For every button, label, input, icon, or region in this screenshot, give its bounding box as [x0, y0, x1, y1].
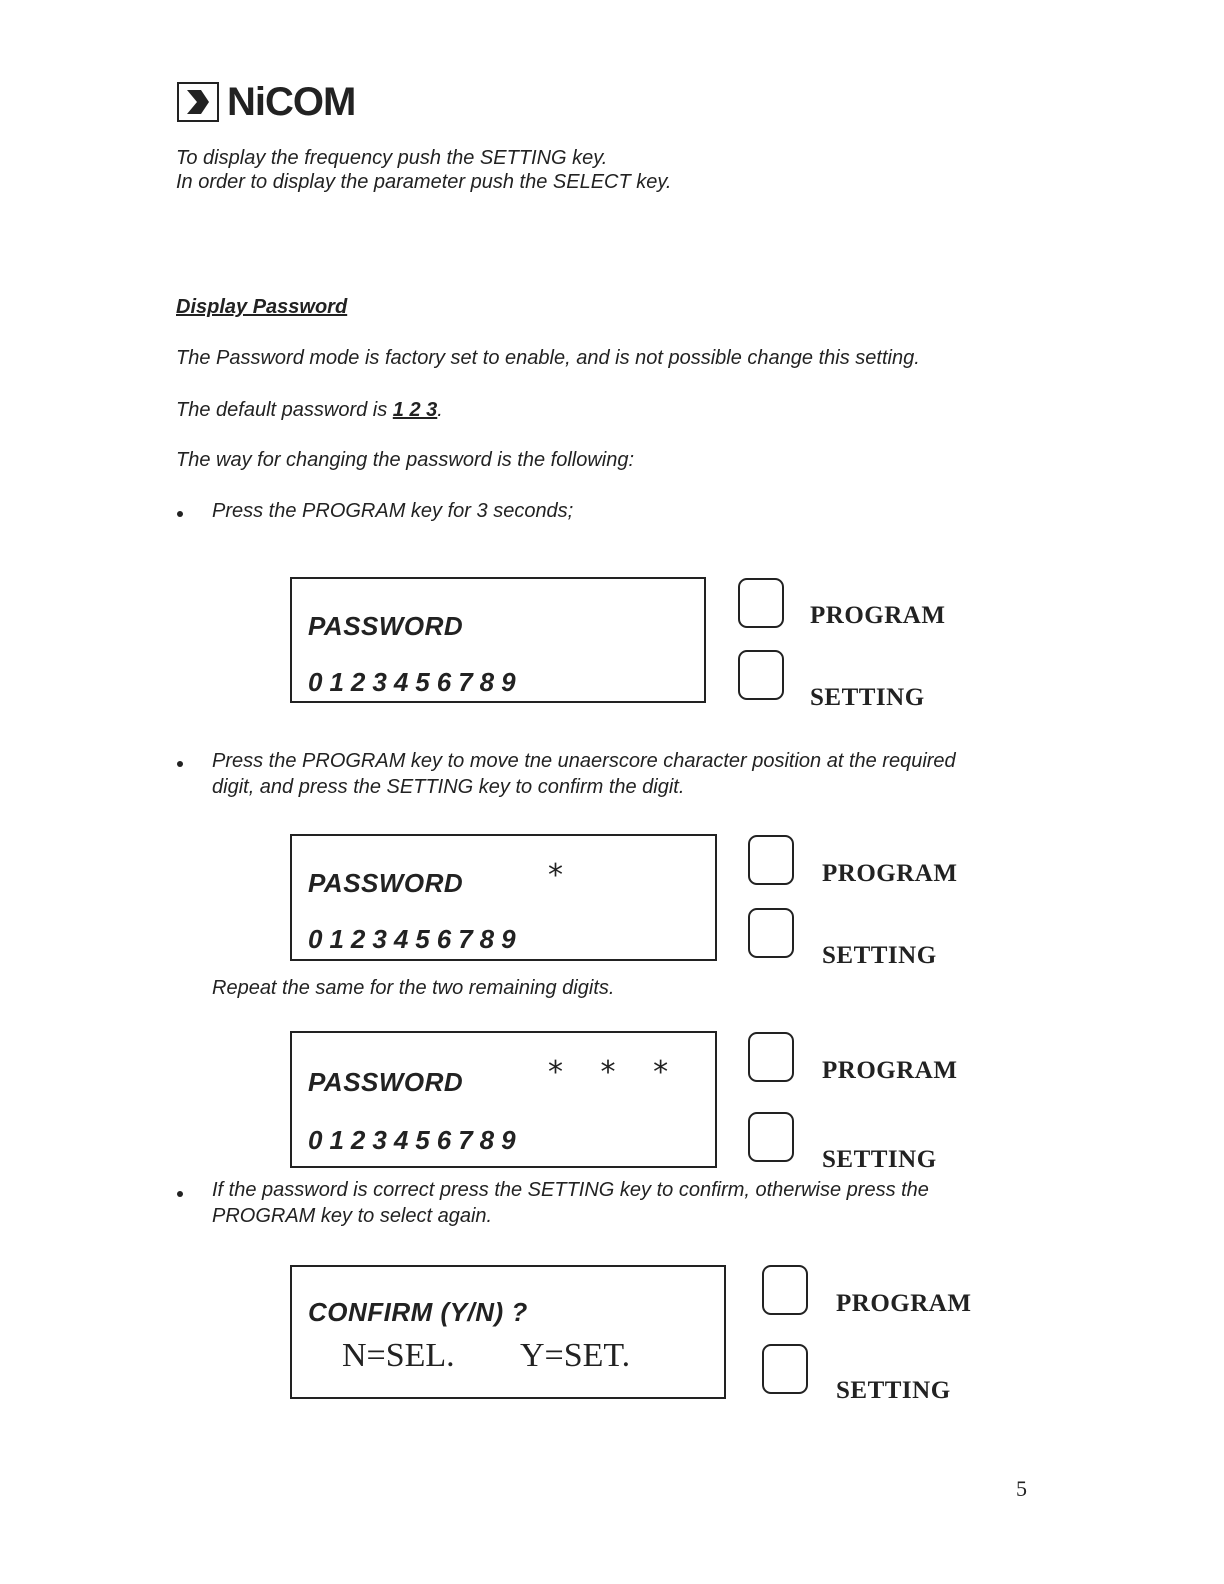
setting-key-label-2: SETTING: [822, 942, 937, 969]
intro-line-2: In order to display the parameter push the SELECT key.: [176, 171, 672, 193]
setting-key-3[interactable]: [748, 1112, 794, 1162]
lcd-display-1: [290, 577, 706, 703]
setting-key-label-1: SETTING: [810, 684, 925, 711]
program-key-label-3: PROGRAM: [822, 1057, 958, 1084]
default-password-text: [176, 398, 443, 422]
lcd-display-4: [290, 1265, 726, 1399]
lcd-label: PASSWORD: [308, 611, 464, 641]
program-key-label-4: PROGRAM: [836, 1290, 972, 1317]
lcd-digits: 0123456789: [308, 924, 523, 954]
lcd-display-2: [290, 834, 717, 961]
program-key-3[interactable]: [748, 1032, 794, 1082]
program-key-1[interactable]: [738, 578, 784, 628]
nicom-logo: [177, 80, 355, 124]
mode-text: The Password mode is factory set to enable, and is not possible change this setting.: [176, 347, 920, 369]
program-key-label-1: PROGRAM: [810, 602, 946, 629]
intro-line-1: To display the frequency push the SETTING key.: [176, 147, 608, 169]
bullet-dot: [177, 761, 183, 767]
bullet-1-text: Press the PROGRAM key for 3 seconds;: [212, 500, 574, 522]
bullet-dot: [177, 1191, 183, 1197]
program-key-label-2: PROGRAM: [822, 860, 958, 887]
password-stars: *: [548, 858, 577, 893]
setting-key-label-3: SETTING: [822, 1146, 937, 1173]
logo-text: NiCOM: [227, 80, 356, 124]
setting-key-label-4: SETTING: [836, 1377, 951, 1404]
lcd-digits: 0123456789: [308, 1125, 523, 1155]
setting-key-2[interactable]: [748, 908, 794, 958]
bullet-dot: [177, 511, 183, 517]
no-option: N=SEL.: [342, 1337, 455, 1374]
default-suffix: .: [437, 399, 443, 421]
repeat-text: Repeat the same for the two remaining digits.: [212, 977, 615, 999]
way-text: The way for changing the password is the following:: [176, 449, 635, 471]
lcd-digits: 0123456789: [308, 667, 523, 697]
program-key-4[interactable]: [762, 1265, 808, 1315]
program-key-2[interactable]: [748, 835, 794, 885]
page-number: 5: [1016, 1476, 1027, 1501]
section-title: Display Password: [176, 296, 348, 318]
default-password-value: 1 2 3: [392, 399, 438, 421]
bullet-2-line-1: Press the PROGRAM key to move tne unaerscore character position at the required: [212, 750, 956, 772]
default-prefix: The default password is: [176, 399, 393, 421]
lcd-display-3: [290, 1031, 717, 1168]
bullet-2-line-2: digit, and press the SETTING key to confirm the digit.: [212, 776, 685, 798]
lcd-label: PASSWORD: [308, 868, 464, 898]
password-stars: * * *: [548, 1055, 683, 1090]
setting-key-1[interactable]: [738, 650, 784, 700]
confirm-label: CONFIRM (Y/N) ?: [308, 1297, 528, 1327]
yes-option: Y=SET.: [520, 1337, 631, 1374]
bullet-3-line-2: PROGRAM key to select again.: [212, 1205, 493, 1227]
lcd-label: PASSWORD: [308, 1067, 464, 1097]
nicom-logo-icon: [177, 82, 219, 122]
bullet-3-line-1: If the password is correct press the SETTING key to confirm, otherwise press the: [212, 1179, 929, 1201]
setting-key-4[interactable]: [762, 1344, 808, 1394]
